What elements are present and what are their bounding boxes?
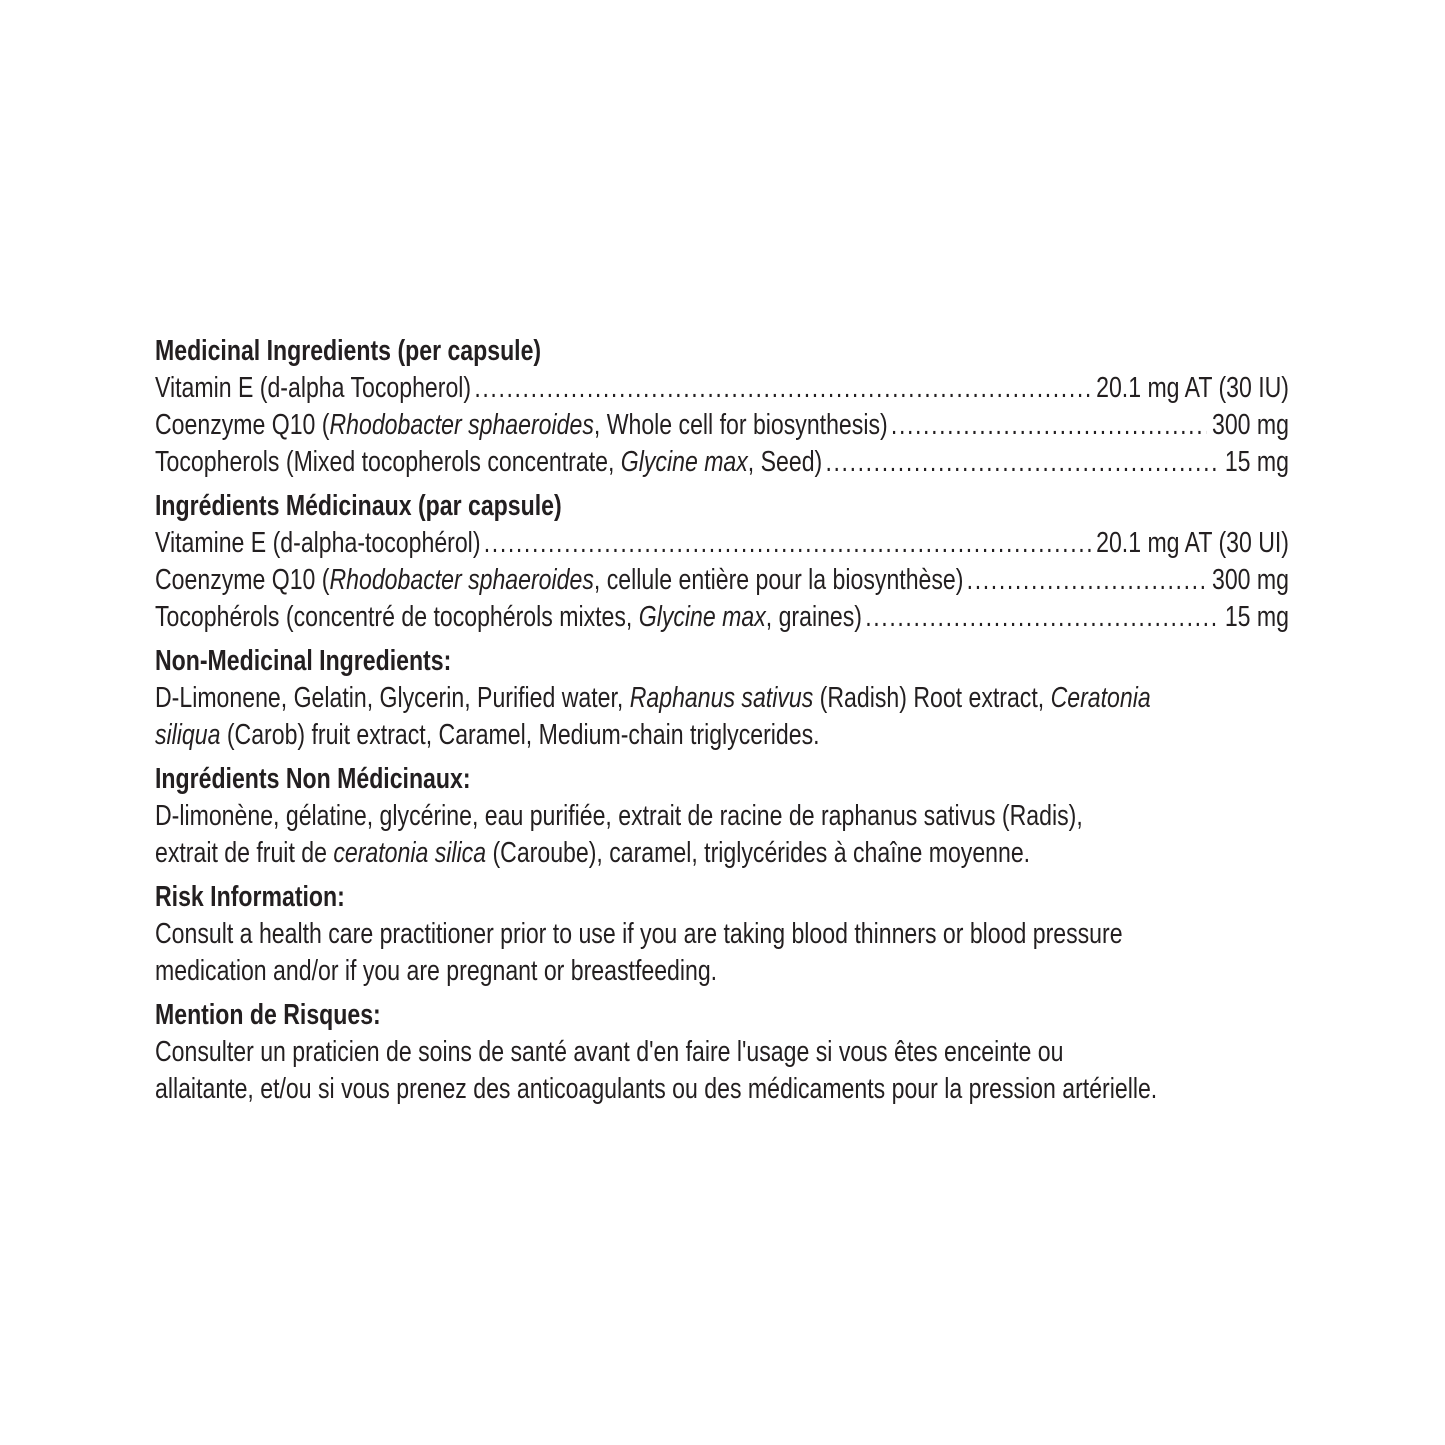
ingredients-non-medicinaux-text-line: D-limonène, gélatine, glycérine, eau purifiée, extrait de racine de raphanus sativus (Radis),	[155, 800, 1083, 832]
mention-de-risques-text-line: allaitante, et/ou si vous prenez des anticoagulants ou des médicaments pour la pression artérielle.	[155, 1073, 1158, 1105]
ingredients-non-medicinaux-heading: Ingrédients Non Médicinaux:	[155, 763, 471, 795]
ingredient-amount: 15 mg	[1224, 601, 1289, 633]
section-medicinal-ingredients	[155, 333, 1289, 481]
risk-information-text-line: medication and/or if you are pregnant or breastfeeding.	[155, 955, 718, 987]
ingredient-amount: 300 mg	[1211, 409, 1289, 441]
dot-leader	[474, 370, 1090, 407]
supplement-label-sheet	[155, 333, 1289, 1108]
section-mention-de-risques	[155, 997, 1289, 1108]
mention-de-risques-text-line: Consulter un praticien de soins de santé avant d'en faire l'usage si vous êtes enceinte ou	[155, 1036, 1064, 1068]
risk-information-heading: Risk Information:	[155, 881, 345, 913]
ingredient-amount: 20.1 mg AT (30 IU)	[1096, 372, 1289, 404]
ingredients-non-medicinaux-text-line: extrait de fruit de ceratonia silica (Caroube), caramel, triglycérides à chaîne moyenne.	[155, 837, 1031, 869]
ingredient-row	[155, 599, 1289, 636]
ingredient-row	[155, 407, 1289, 444]
risk-information-text-line: Consult a health care practitioner prior to use if you are taking blood thinners or blood pressure	[155, 918, 1123, 950]
ingredient-row	[155, 444, 1289, 481]
section-ingredients-non-medicinaux	[155, 761, 1289, 872]
ingredient-name: Tocopherols (Mixed tocopherols concentrate, Glycine max, Seed)	[155, 446, 823, 478]
ingredient-name: Coenzyme Q10 (Rhodobacter sphaeroides, Whole cell for biosynthesis)	[155, 409, 888, 441]
ingredient-row	[155, 562, 1289, 599]
non-medicinal-ingredients-text-line: siliqua (Carob) fruit extract, Caramel, Medium-chain triglycerides.	[155, 719, 820, 751]
ingredient-name: Coenzyme Q10 (Rhodobacter sphaeroides, cellule entière pour la biosynthèse)	[155, 564, 964, 596]
medicinal-ingredients-heading: Medicinal Ingredients (per capsule)	[155, 335, 542, 367]
ingredients-medicinaux-heading: Ingrédients Médicinaux (par capsule)	[155, 490, 562, 522]
dot-leader	[484, 525, 1091, 562]
non-medicinal-ingredients-heading: Non-Medicinal Ingredients:	[155, 645, 452, 677]
dot-leader	[825, 444, 1219, 481]
ingredient-name: Vitamin E (d-alpha Tocopherol)	[155, 372, 472, 404]
dot-leader	[891, 407, 1206, 444]
ingredient-amount: 300 mg	[1211, 564, 1289, 596]
non-medicinal-ingredients-text-line: D-Limonene, Gelatin, Glycerin, Purified water, Raphanus sativus (Radish) Root extract, Ceratonia	[155, 682, 1151, 714]
ingredient-row	[155, 525, 1289, 562]
section-non-medicinal-ingredients	[155, 643, 1289, 754]
ingredient-amount: 20.1 mg AT (30 UI)	[1096, 527, 1289, 559]
ingredient-row	[155, 370, 1289, 407]
section-ingredients-medicinaux	[155, 488, 1289, 636]
section-risk-information	[155, 879, 1289, 990]
dot-leader	[967, 562, 1207, 599]
ingredient-name: Vitamine E (d-alpha-tocophérol)	[155, 527, 481, 559]
ingredient-amount: 15 mg	[1224, 446, 1289, 478]
dot-leader	[865, 599, 1219, 636]
mention-de-risques-heading: Mention de Risques:	[155, 999, 381, 1031]
ingredient-name: Tocophérols (concentré de tocophérols mixtes, Glycine max, graines)	[155, 601, 863, 633]
